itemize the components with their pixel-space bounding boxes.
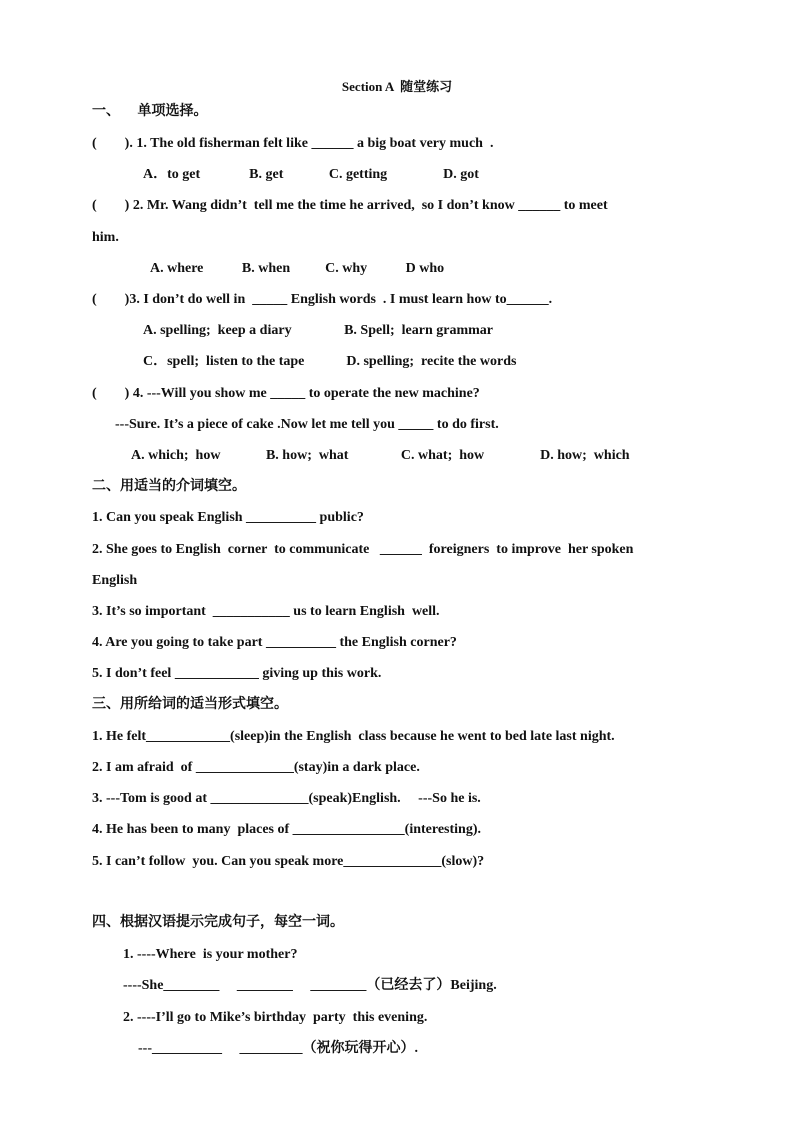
section-1-heading: 一、 单项选择。 <box>92 104 208 119</box>
question-2-options: A. where B. when C. why D who <box>150 261 445 276</box>
section-4-answer-line: ----She________ ________ ________（已经去了）Beijing. <box>123 978 497 993</box>
question-3-options-row-1: A. spelling; keep a diary B. Spell; learn grammar <box>143 323 493 338</box>
section-2-item-continued: English <box>92 573 138 588</box>
question-2-stem: ( ) 2. Mr. Wang didn’t tell me the time he arrived, so I don’t know ______ to meet <box>92 198 608 213</box>
section-4-item: 1. ----Where is your mother? <box>123 947 298 962</box>
page-title: Section A 随堂练习 <box>341 79 453 94</box>
section-4-heading: 四、根据汉语提示完成句子，每空一词。 <box>92 915 344 930</box>
section-3-item: 5. I can’t follow you. Can you speak more______________(slow)? <box>92 854 485 869</box>
section-3-item: 2. I am afraid of ______________(stay)in a dark place. <box>92 760 420 775</box>
question-3-options-row-2: C．spell; listen to the tape D. spelling; recite the words <box>143 354 517 369</box>
question-3-stem: ( )3. I don’t do well in _____ English words . I must learn how to______. <box>92 292 553 307</box>
question-1-stem: ( ). 1. The old fisherman felt like ______ a big boat very much . <box>92 136 494 151</box>
question-4-reply: ---Sure. It’s a piece of cake .Now let me tell you _____ to do first. <box>115 417 499 432</box>
section-3-heading: 三、用所给词的适当形式填空。 <box>92 697 288 712</box>
section-2-item: 5. I don’t feel ____________ giving up this work. <box>92 666 382 681</box>
question-1-options: A．to get B. get C. getting D. got <box>143 167 479 182</box>
section-4-answer-line: ---__________ _________（祝你玩得开心）. <box>138 1041 418 1056</box>
question-4-stem: ( ) 4. ---Will you show me _____ to operate the new machine? <box>92 386 480 401</box>
section-2-item: 1. Can you speak English __________ public? <box>92 510 364 525</box>
section-2-item: 3. It’s so important ___________ us to learn English well. <box>92 604 440 619</box>
section-3-item: 1. He felt____________(sleep)in the English class because he went to bed late last night. <box>92 729 615 744</box>
section-2-item: 2. She goes to English corner to communicate ______ foreigners to improve her spoken <box>92 542 634 557</box>
section-4-item: 2. ----I’ll go to Mike’s birthday party this evening. <box>123 1010 428 1025</box>
section-3-item: 3. ---Tom is good at ______________(speak)English. ---So he is. <box>92 791 481 806</box>
section-3-item: 4. He has been to many places of ________________(interesting). <box>92 822 481 837</box>
section-2-heading: 二、用适当的介词填空。 <box>92 479 246 494</box>
question-2-stem-continued: him. <box>92 230 119 245</box>
question-4-options: A. which; how B. how; what C. what; how D. how; which <box>131 448 630 463</box>
section-2-item: 4. Are you going to take part __________ the English corner? <box>92 635 457 650</box>
